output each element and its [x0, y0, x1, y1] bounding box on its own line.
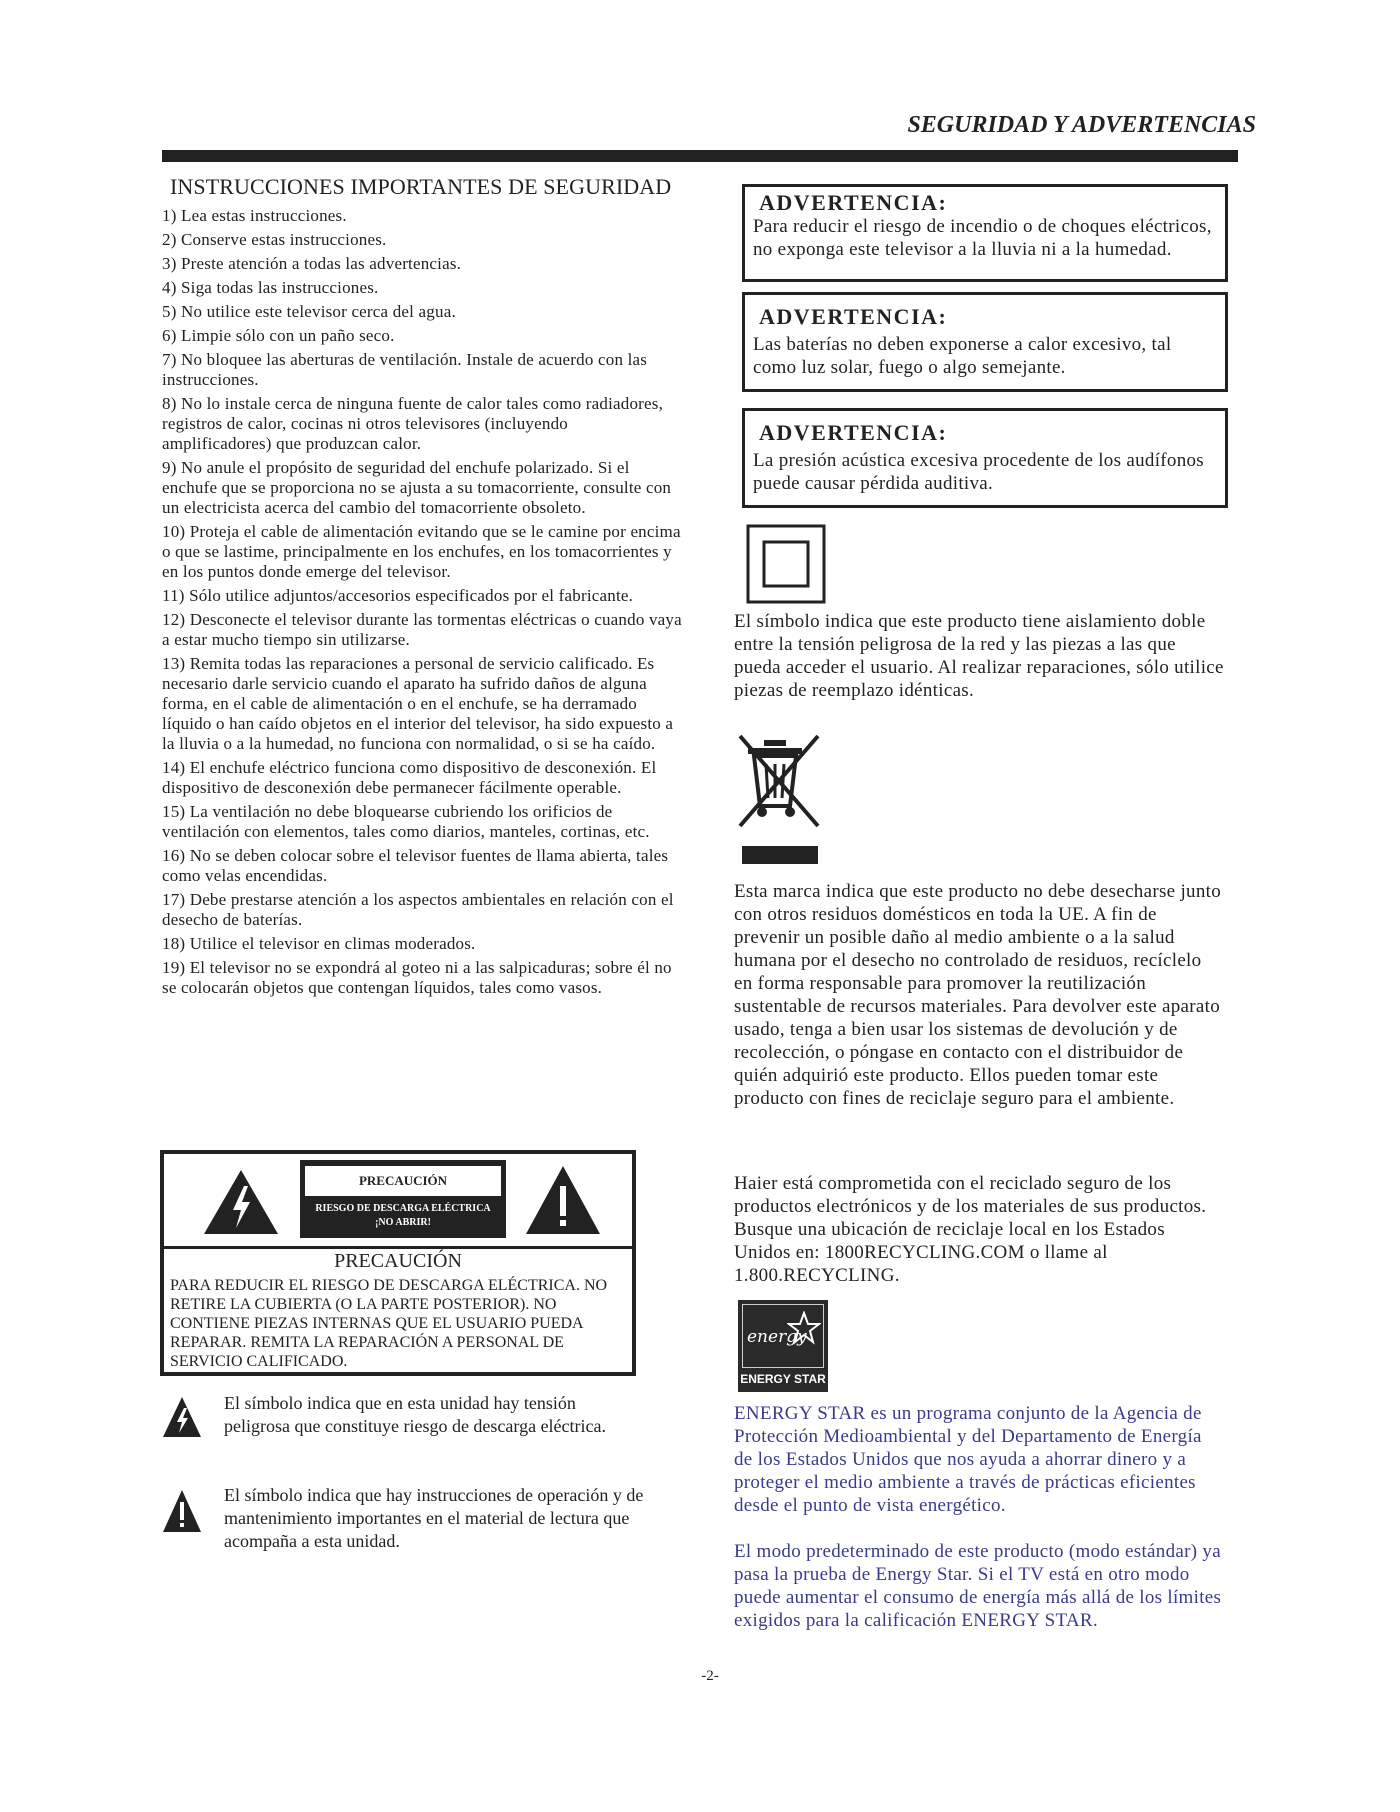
double-insulation-text: El símbolo indica que este producto tiene aislamiento doble entre la tensión peligrosa de la red y las piezas a las que pueda acceder el usuario. Al realizar reparaciones, sólo utilice piezas de reemplazo idénticas.	[734, 611, 1224, 701]
caution-text: PARA REDUCIR EL RIESGO DE DESCARGA ELÉCTRICA. NO RETIRE LA CUBIERTA (O LA PARTE POSTERIOR). NO CONTIENE PIEZAS INTERNAS QUE EL USUARIO PUEDA REPARAR. REMITA LA REPARACIÓN A PERSONAL DE SERVICIO CALIFICADO.	[170, 1277, 608, 1370]
caution-label-shock	[300, 1202, 506, 1230]
page-title: SEGURIDAD Y ADVERTENCIAS	[907, 112, 1256, 138]
shock-symbol-text: El símbolo indica que en esta unidad hay tensión peligrosa que constituye riesgo de descarga eléctrica.	[224, 1393, 607, 1436]
section-heading: INSTRUCCIONES IMPORTANTES DE SEGURIDAD	[170, 174, 672, 199]
warning-box-batteries	[742, 292, 1228, 392]
warning-box-headphones	[742, 408, 1228, 508]
instruction-item: 3) Preste atención a todas las advertencias.	[162, 254, 462, 273]
instruction-item: 12) Desconecte el televisor durante las tormentas eléctricas o cuando vaya a estar mucho tiempo sin utilizarse.	[162, 610, 682, 649]
shock-symbol-explanation	[162, 1392, 642, 1464]
page-number: -2-	[701, 1668, 719, 1684]
electric-shock-warning-icon	[202, 1168, 280, 1236]
instruction-item: 13) Remita todas las reparaciones a personal de servicio calificado. Es necesario darle servicio cuando el aparato ha sufrido daños de alguna forma, en el cable de alimentación o en el enchufe, se ha derramado líquido o han caído objetos en el interior del televisor, ha sido expuesto a la lluvia o a la humedad, no funciona con normalidad, o si se ha caído.	[162, 654, 674, 753]
energy-star-logo	[738, 1300, 828, 1392]
instruction-item: 7) No bloquee las aberturas de ventilación. Instale de acuerdo con las instrucciones.	[162, 350, 648, 389]
instruction-item: 8) No lo instale cerca de ninguna fuente de calor tales como radiadores, registros de calor, cocinas ni otros televisores (incluyendo amplificadores) que produzcan calor.	[162, 394, 664, 453]
caution-box	[160, 1150, 636, 1376]
exclamation-symbol-explanation	[162, 1484, 642, 1556]
weee-text: Esta marca indica que este producto no debe desecharse junto con otros residuos domésticos en toda la UE. A fin de prevenir un posible daño al medio ambiente o a la salud humana por el desecho no controlado de residuos, recíclelo en forma responsable para promover la reutilización sustentable de recursos materiales. Para devolver este aparato usado, tenga a bien usar los sistemas de devolución y de recolección, o póngase en contacto con el distribuidor de quién adquirió este producto. Ellos pueden tomar este producto con fines de reciclaje seguro para el ambiente.	[734, 881, 1222, 1109]
instruction-item: 14) El enchufe eléctrico funciona como dispositivo de desconexión. El dispositivo de desconexión debe permanecer fácilmente operable.	[162, 758, 657, 797]
caution-label-row	[164, 1154, 632, 1249]
instruction-item: 4) Siga todas las instrucciones.	[162, 278, 379, 297]
safety-instructions	[162, 170, 682, 1002]
exclamation-warning-icon	[524, 1164, 602, 1236]
instruction-item: 18) Utilice el televisor en climas moderados.	[162, 934, 476, 953]
warning-box-rain	[742, 184, 1228, 282]
instruction-item: 1) Lea estas instrucciones.	[162, 206, 347, 225]
caution-label-title: PRECAUCIÓN	[305, 1166, 501, 1196]
energy-star-default-mode-text: El modo predeterminado de este producto (modo estándar) ya pasa la prueba de Energy Star. Si el TV está en otro modo puede aumentar el consumo de energía más allá de los límites exigidos para la calificación ENERGY STAR.	[734, 1541, 1222, 1631]
instruction-item: 6) Limpie sólo con un paño seco.	[162, 326, 395, 345]
energy-script: energy	[747, 1327, 807, 1347]
double-insulation-icon	[746, 524, 826, 604]
instruction-item: 17) Debe prestarse atención a los aspectos ambientales en relación con el desecho de baterías.	[162, 890, 674, 929]
energy-star-label: ENERGY STAR	[740, 1372, 826, 1386]
caution-subtitle: PRECAUCIÓN	[334, 1250, 462, 1272]
warning-text: Para reducir el riesgo de incendio o de choques eléctricos, no exponga este televisor a la lluvia ni a la humedad.	[753, 216, 1212, 260]
instruction-item: 16) No se deben colocar sobre el televisor fuentes de llama abierta, tales como velas encendidas.	[162, 846, 669, 885]
header-rule	[162, 150, 1238, 162]
instruction-item: 9) No anule el propósito de seguridad del enchufe polarizado. Si el enchufe que se proporciona no se ajusta a su tomacorriente, consulte con un electricista acerca del cambio del tomacorriente obsoleto.	[162, 458, 672, 517]
warning-title: ADVERTENCIA:	[759, 420, 948, 445]
caution-label	[300, 1160, 506, 1238]
instruction-item: 10) Proteja el cable de alimentación evitando que se le camine por encima o que se lastime, principalmente en los enchufes, en los tomacorrientes y en los puntos donde emerge del televisor.	[162, 522, 681, 581]
warning-text: La presión acústica excesiva procedente de los audífonos puede causar pérdida auditiva.	[753, 450, 1204, 494]
electric-shock-icon	[162, 1396, 202, 1438]
instruction-item: 11) Sólo utilice adjuntos/accesorios especificados por el fabricante.	[162, 586, 634, 605]
instruction-item: 5) No utilice este televisor cerca del agua.	[162, 302, 456, 321]
shock-risk-line: RIESGO DE DESCARGA ELÉCTRICA	[315, 1203, 491, 1214]
instruction-item: 2) Conserve estas instrucciones.	[162, 230, 387, 249]
exclamation-icon	[162, 1488, 202, 1534]
crossed-out-bin-icon	[736, 734, 822, 866]
energy-star-emblem	[742, 1304, 824, 1368]
exclamation-symbol-text: El símbolo indica que hay instrucciones de operación y de mantenimiento importantes en el material de lectura que acompaña a esta unidad.	[224, 1485, 644, 1551]
instruction-item: 19) El televisor no se expondrá al goteo ni a las salpicaduras; sobre él no se colocarán objetos que contengan líquidos, tales como vasos.	[162, 958, 672, 997]
energy-star-text: ENERGY STAR es un programa conjunto de la Agencia de Protección Medioambiental y del Departamento de Energía de los Estados Unidos que nos ayuda a ahorrar dinero y a proteger el medio ambiente a través de prácticas eficientes desde el punto de vista energético.	[734, 1403, 1202, 1516]
warning-title: ADVERTENCIA:	[759, 304, 948, 329]
warning-title: ADVERTENCIA:	[759, 190, 948, 215]
recycling-text: Haier está comprometida con el reciclado seguro de los productos electrónicos y de los materiales de sus productos. Busque una ubicación de reciclaje local en los Estados Unidos en: 1800RECYCLING.COM o llame al 1.800.RECYCLING.	[734, 1173, 1207, 1286]
do-not-open-line: ¡NO ABRIR!	[375, 1217, 431, 1228]
warning-text: Las baterías no deben exponerse a calor excesivo, tal como luz solar, fuego o algo semejante.	[753, 334, 1172, 378]
instruction-item: 15) La ventilación no debe bloquearse cubriendo los orificios de ventilación con elementos, tales como diarios, manteles, cortinas, etc.	[162, 802, 650, 841]
